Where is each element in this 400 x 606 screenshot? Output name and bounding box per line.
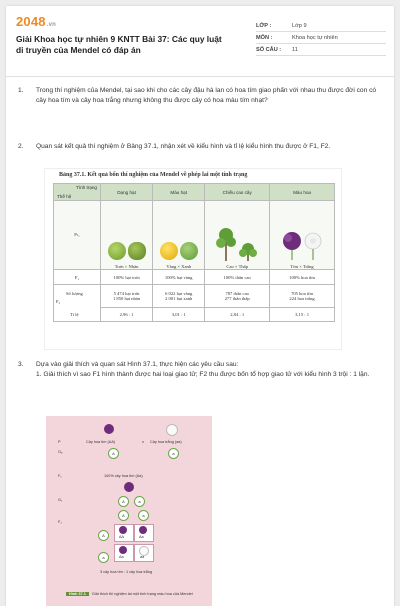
col-header: Màu hoa [270,184,335,201]
p-label: Pₜ꜀ [54,201,101,270]
document-page: 2048.vn Giải Khoa học tự nhiên 9 KNTT Bài 37: Các quy luật di truyền của Mendel có đáp án LỚP : Lớp 9 MÔN : Khoa học tự nhiên SỐ CÂU : 11 1. Trong thí nghiệm của Mendel, tại sao khi cho các cây đậu hà lan có hoa tím giao phấn với nhau thu được đời con có cây hoa tím và cây hoa trắng nhưng không thu được cây có hoa màu tím nhạt? 2. Quan sát kết quả thí nghiệm ở Bảng 37.1, nhận xét về kiểu hình và tỉ lệ kiểu hình thu được ở F1, F2. Bảng 37.1. Kết quả bốn thí nghiệm của Mendel về phép lai một tính trạng Tính trạng Thế hệ Dạng hạt Màu hạt Chiều cao cây Màu hoa Pₜ꜀ Trơn × Nhăn Vàng × Xanh Cao × Thấp Tím × Trắng F₁ 100% hạt trơn 100% hạt vàng 100% thân cao 100% hoa tím F₂ Số lượng Tỉ lệ 5 474 hạt trơn 1 850 hạt nhăn 6 022 hạt vàng 2 001 hạt xanh 787 thân cao 277 thân thấp 705 hoa tím 224 hoa trắng 2,96 : 1 3,01 : 1 2,84 : 1 3,15 : 1 3. Dựa vào giải thích và quan sát Hình 37.1, thực hiện các yêu cầu sau: 1. Giải thích vì sao F1 hình thành được hai loại giao tử; F2 thu được bốn tổ hợp giao tử với kiểu hình 3 trội : 1 lặn. P Gₚ Cây hoa tím (AA) x Cây hoa trắng (aa) A a F₁ 100% cây hoa tím (Aa) G₁ A a F₂ A a A a AA Aa Aa aa 3 cây hoa tím : 1 cây hoa trắng Hình 37.1 Giải thích thí nghiệm lai một tính trạng màu hoa của Mendel [6,6,394,606]
table-figure [44,168,342,350]
f1-flower-icon [124,482,134,492]
f1-value: 100% hoa tím [270,270,335,285]
f1-value: 100% hạt vàng [153,270,205,285]
page-title: Giải Khoa học tự nhiên 9 KNTT Bài 37: Các quy luật di truyền của Mendel có đáp án [16,34,222,55]
seed-color-cell: Vàng × Xanh [153,201,205,270]
col-header: Màu hạt [153,184,205,201]
results-table [53,183,335,322]
f1-label: F₁ [54,270,101,285]
meta-row-count: SỐ CÂU : 11 [256,44,386,56]
f2-ratio: 2,84 : 1 [205,308,270,322]
document-header [6,6,394,66]
gamete-A: A [118,510,129,521]
meta-info [256,20,386,56]
meta-row-grade: LỚP : Lớp 9 [256,20,386,32]
f2-count: 6 022 hạt vàng 2 001 hạt xanh [153,285,205,308]
purple-flower-icon [104,424,114,434]
yellow-pea-icon [160,242,178,260]
site-logo[interactable]: 2048.vn [16,14,57,29]
f2-ratio: 3,15 : 1 [270,308,335,322]
f2-count: 5 474 hạt trơn 1 850 hạt nhăn [101,285,153,308]
punnett-cell: Aa [134,524,154,542]
f1-value: 100% hạt trơn [101,270,153,285]
f2-count: 705 hoa tím 224 hoa trắng [270,285,335,308]
seed-shape-cell: Trơn × Nhăn [101,201,153,270]
gamete-a: a [168,448,179,459]
gamete-A: A [98,530,109,541]
tall-short-plant-icon [212,225,262,261]
gamete-a: a [138,510,149,521]
col-header: Chiều cao cây [205,184,270,201]
f2-ratio: 3,01 : 1 [153,308,205,322]
punnett-cell: AA [114,524,134,542]
gamete-a: a [98,552,109,563]
gamete-A: A [118,496,129,507]
gamete-A: A [108,448,119,459]
flower-color-cell: Tím × Trắng [270,201,335,270]
green-pea-icon [180,242,198,260]
col-header: Dạng hạt [101,184,153,201]
header-divider [6,76,394,77]
white-flower-icon [166,424,178,436]
table-caption: Bảng 37.1. Kết quả bốn thí nghiệm của Mendel về phép lai một tính trạng [59,172,248,178]
plant-height-cell: Cao × Thấp [205,201,270,270]
corner-cell: Tính trạng Thế hệ [54,184,101,201]
punnett-cell: Aa [114,544,134,562]
purple-white-flower-icon [277,225,327,261]
round-pea-icon [108,242,126,260]
cross-diagram: P Gₚ Cây hoa tím (AA) x Cây hoa trắng (aa) A a F₁ 100% cây hoa tím (Aa) G₁ A a F₂ A a A a AA Aa Aa aa 3 cây hoa tím : 1 cây hoa trắng Hình 37.1 Giải thích thí nghiệm lai một tính trạng màu hoa của Mendel [46,416,212,606]
figure-caption: Hình 37.1 Giải thích thí nghiệm lai một tính trạng màu hoa của Mendel [66,592,193,596]
wrinkled-pea-icon [128,242,146,260]
f2-label-cell: F₂ Số lượng Tỉ lệ [54,285,101,322]
f2-ratio: 2,96 : 1 [101,308,153,322]
meta-row-subject: MÔN : Khoa học tự nhiên [256,32,386,44]
f1-value: 100% thân cao [205,270,270,285]
gamete-a: a [134,496,145,507]
punnett-cell: aa [134,544,154,562]
f2-count: 787 thân cao 277 thân thấp [205,285,270,308]
